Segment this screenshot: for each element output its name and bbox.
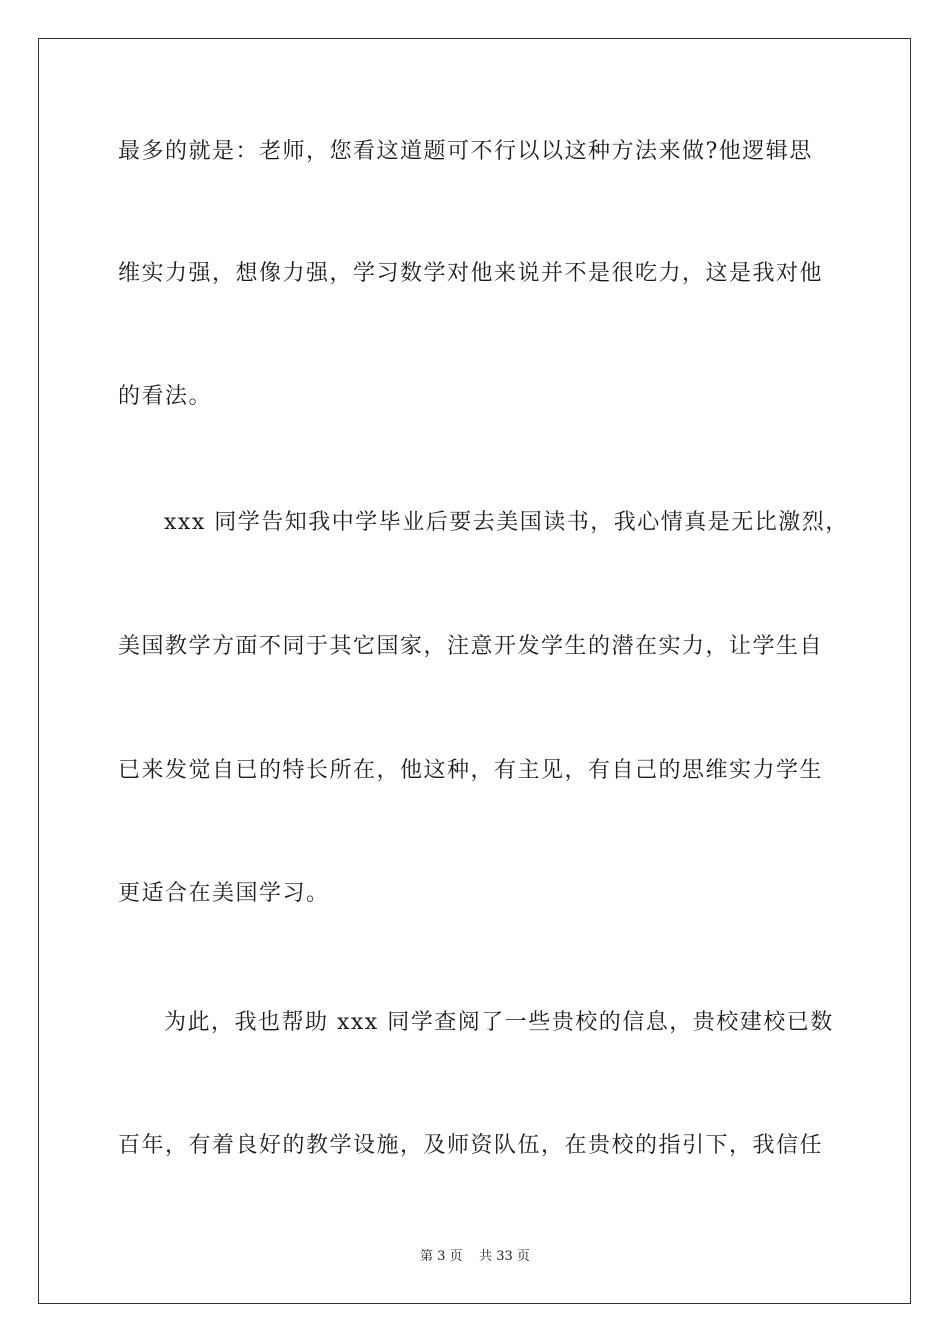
text-line-5: 美国教学方面不同于其它国家，注意开发学生的潜在实力，让学生自 [118, 634, 824, 659]
text-line-1: 最多的就是：老师，您看这道题可不行以以这种方法来做?他逻辑思 [118, 139, 813, 164]
text-line-9: 百年，有着良好的教学设施，及师资队伍，在贵校的指引下，我信任 [118, 1133, 824, 1158]
text-line-6: 已来发觉自已的特长所在，他这种，有主见，有自己的思维实力学生 [118, 758, 824, 783]
text-line-2: 维实力强，想像力强，学习数学对他来说并不是很吃力，这是我对他 [118, 261, 824, 286]
page-number: 第 3 页 [420, 1249, 463, 1264]
page-footer [0, 1249, 950, 1265]
text-line-3: 的看法。 [118, 384, 213, 409]
text-line-4: xxx 同学告知我中学毕业后要去美国读书，我心情真是无比激烈， [164, 510, 849, 535]
text-line-7: 更适合在美国学习。 [118, 881, 330, 906]
page-total: 共 33 页 [479, 1249, 530, 1264]
page-border [38, 38, 911, 1304]
text-line-8: 为此，我也帮助 xxx 同学查阅了一些贵校的信息，贵校建校已数 [164, 1010, 834, 1035]
